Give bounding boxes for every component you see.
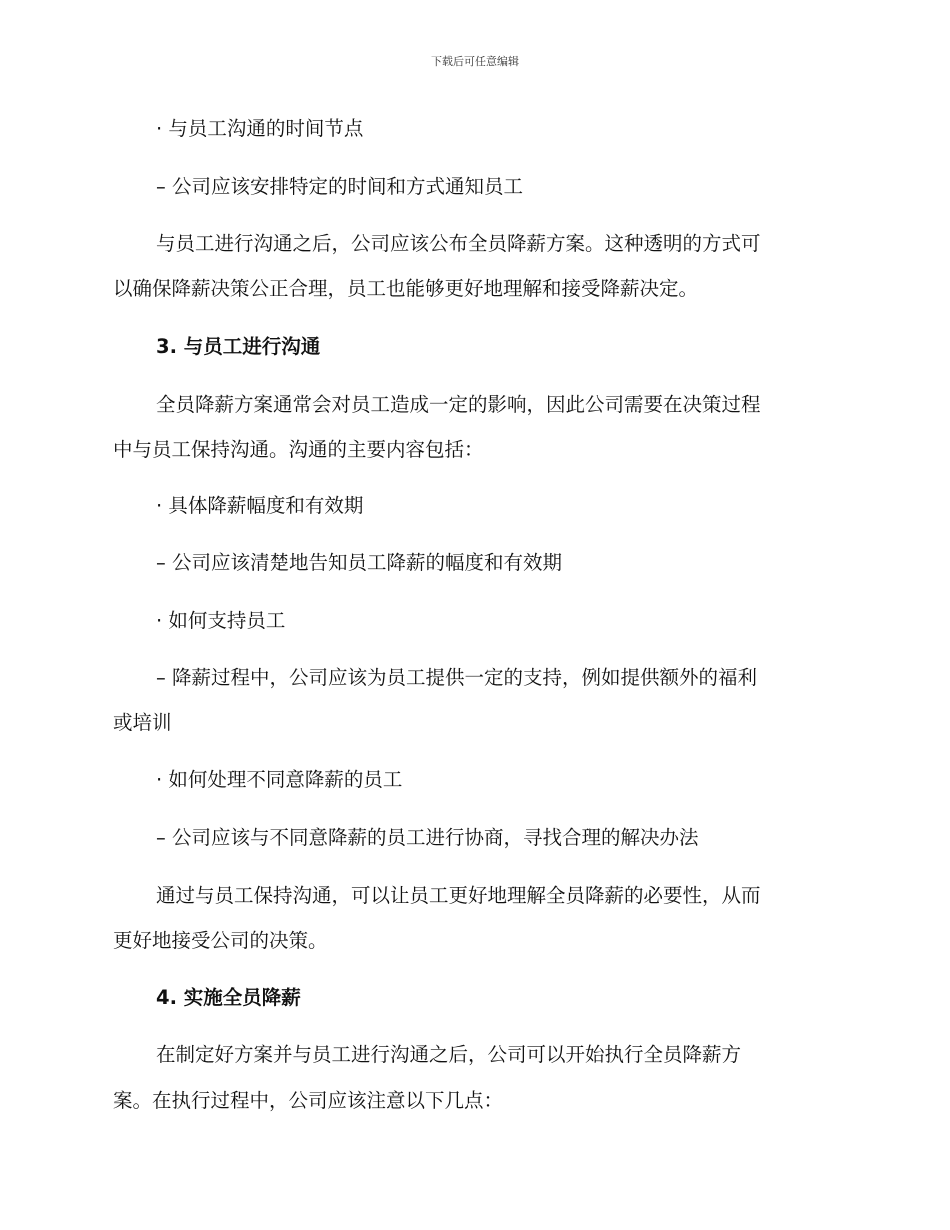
bullet-item-support: · 如何支持员工 xyxy=(156,609,286,632)
section-heading-4: 4. 实施全员降薪 xyxy=(156,986,301,1009)
sub-item-inform-scope: – 公司应该清楚地告知员工降薪的幅度和有效期 xyxy=(156,551,562,574)
sub-item-negotiate: – 公司应该与不同意降薪的员工进行协商，寻找合理的解决办法 xyxy=(156,826,699,849)
bullet-item-disagreement: · 如何处理不同意降薪的员工 xyxy=(156,768,403,791)
section-heading-3: 3. 与员工进行沟通 xyxy=(156,335,321,358)
page-header: 下载后可任意编辑 xyxy=(431,55,519,68)
bullet-item-scope-duration: · 具体降薪幅度和有效期 xyxy=(156,494,364,517)
paragraph-publish-plan-line-2: 以确保降薪决策公正合理，员工也能够更好地理解和接受降薪决定。 xyxy=(113,277,699,300)
sub-item-support-line-1: – 降薪过程中，公司应该为员工提供一定的支持，例如提供额外的福利 xyxy=(156,666,757,689)
paragraph-communication-line-2: 中与员工保持沟通。沟通的主要内容包括： xyxy=(113,438,484,461)
paragraph-communication-line-1: 全员降薪方案通常会对员工造成一定的影响，因此公司需要在决策过程 xyxy=(156,393,761,416)
paragraph-understanding-line-2: 更好地接受公司的决策。 xyxy=(113,929,328,952)
paragraph-implementation-line-1: 在制定好方案并与员工进行沟通之后，公司可以开始执行全员降薪方 xyxy=(156,1043,742,1066)
bullet-item-timing: · 与员工沟通的时间节点 xyxy=(156,117,364,140)
paragraph-understanding-line-1: 通过与员工保持沟通，可以让员工更好地理解全员降薪的必要性，从而 xyxy=(156,884,761,907)
paragraph-publish-plan-line-1: 与员工进行沟通之后，公司应该公布全员降薪方案。这种透明的方式可 xyxy=(156,232,761,255)
sub-item-support-line-2: 或培训 xyxy=(113,711,172,734)
paragraph-implementation-line-2: 案。在执行过程中，公司应该注意以下几点： xyxy=(113,1089,504,1112)
sub-item-notify-schedule: – 公司应该安排特定的时间和方式通知员工 xyxy=(156,175,523,198)
